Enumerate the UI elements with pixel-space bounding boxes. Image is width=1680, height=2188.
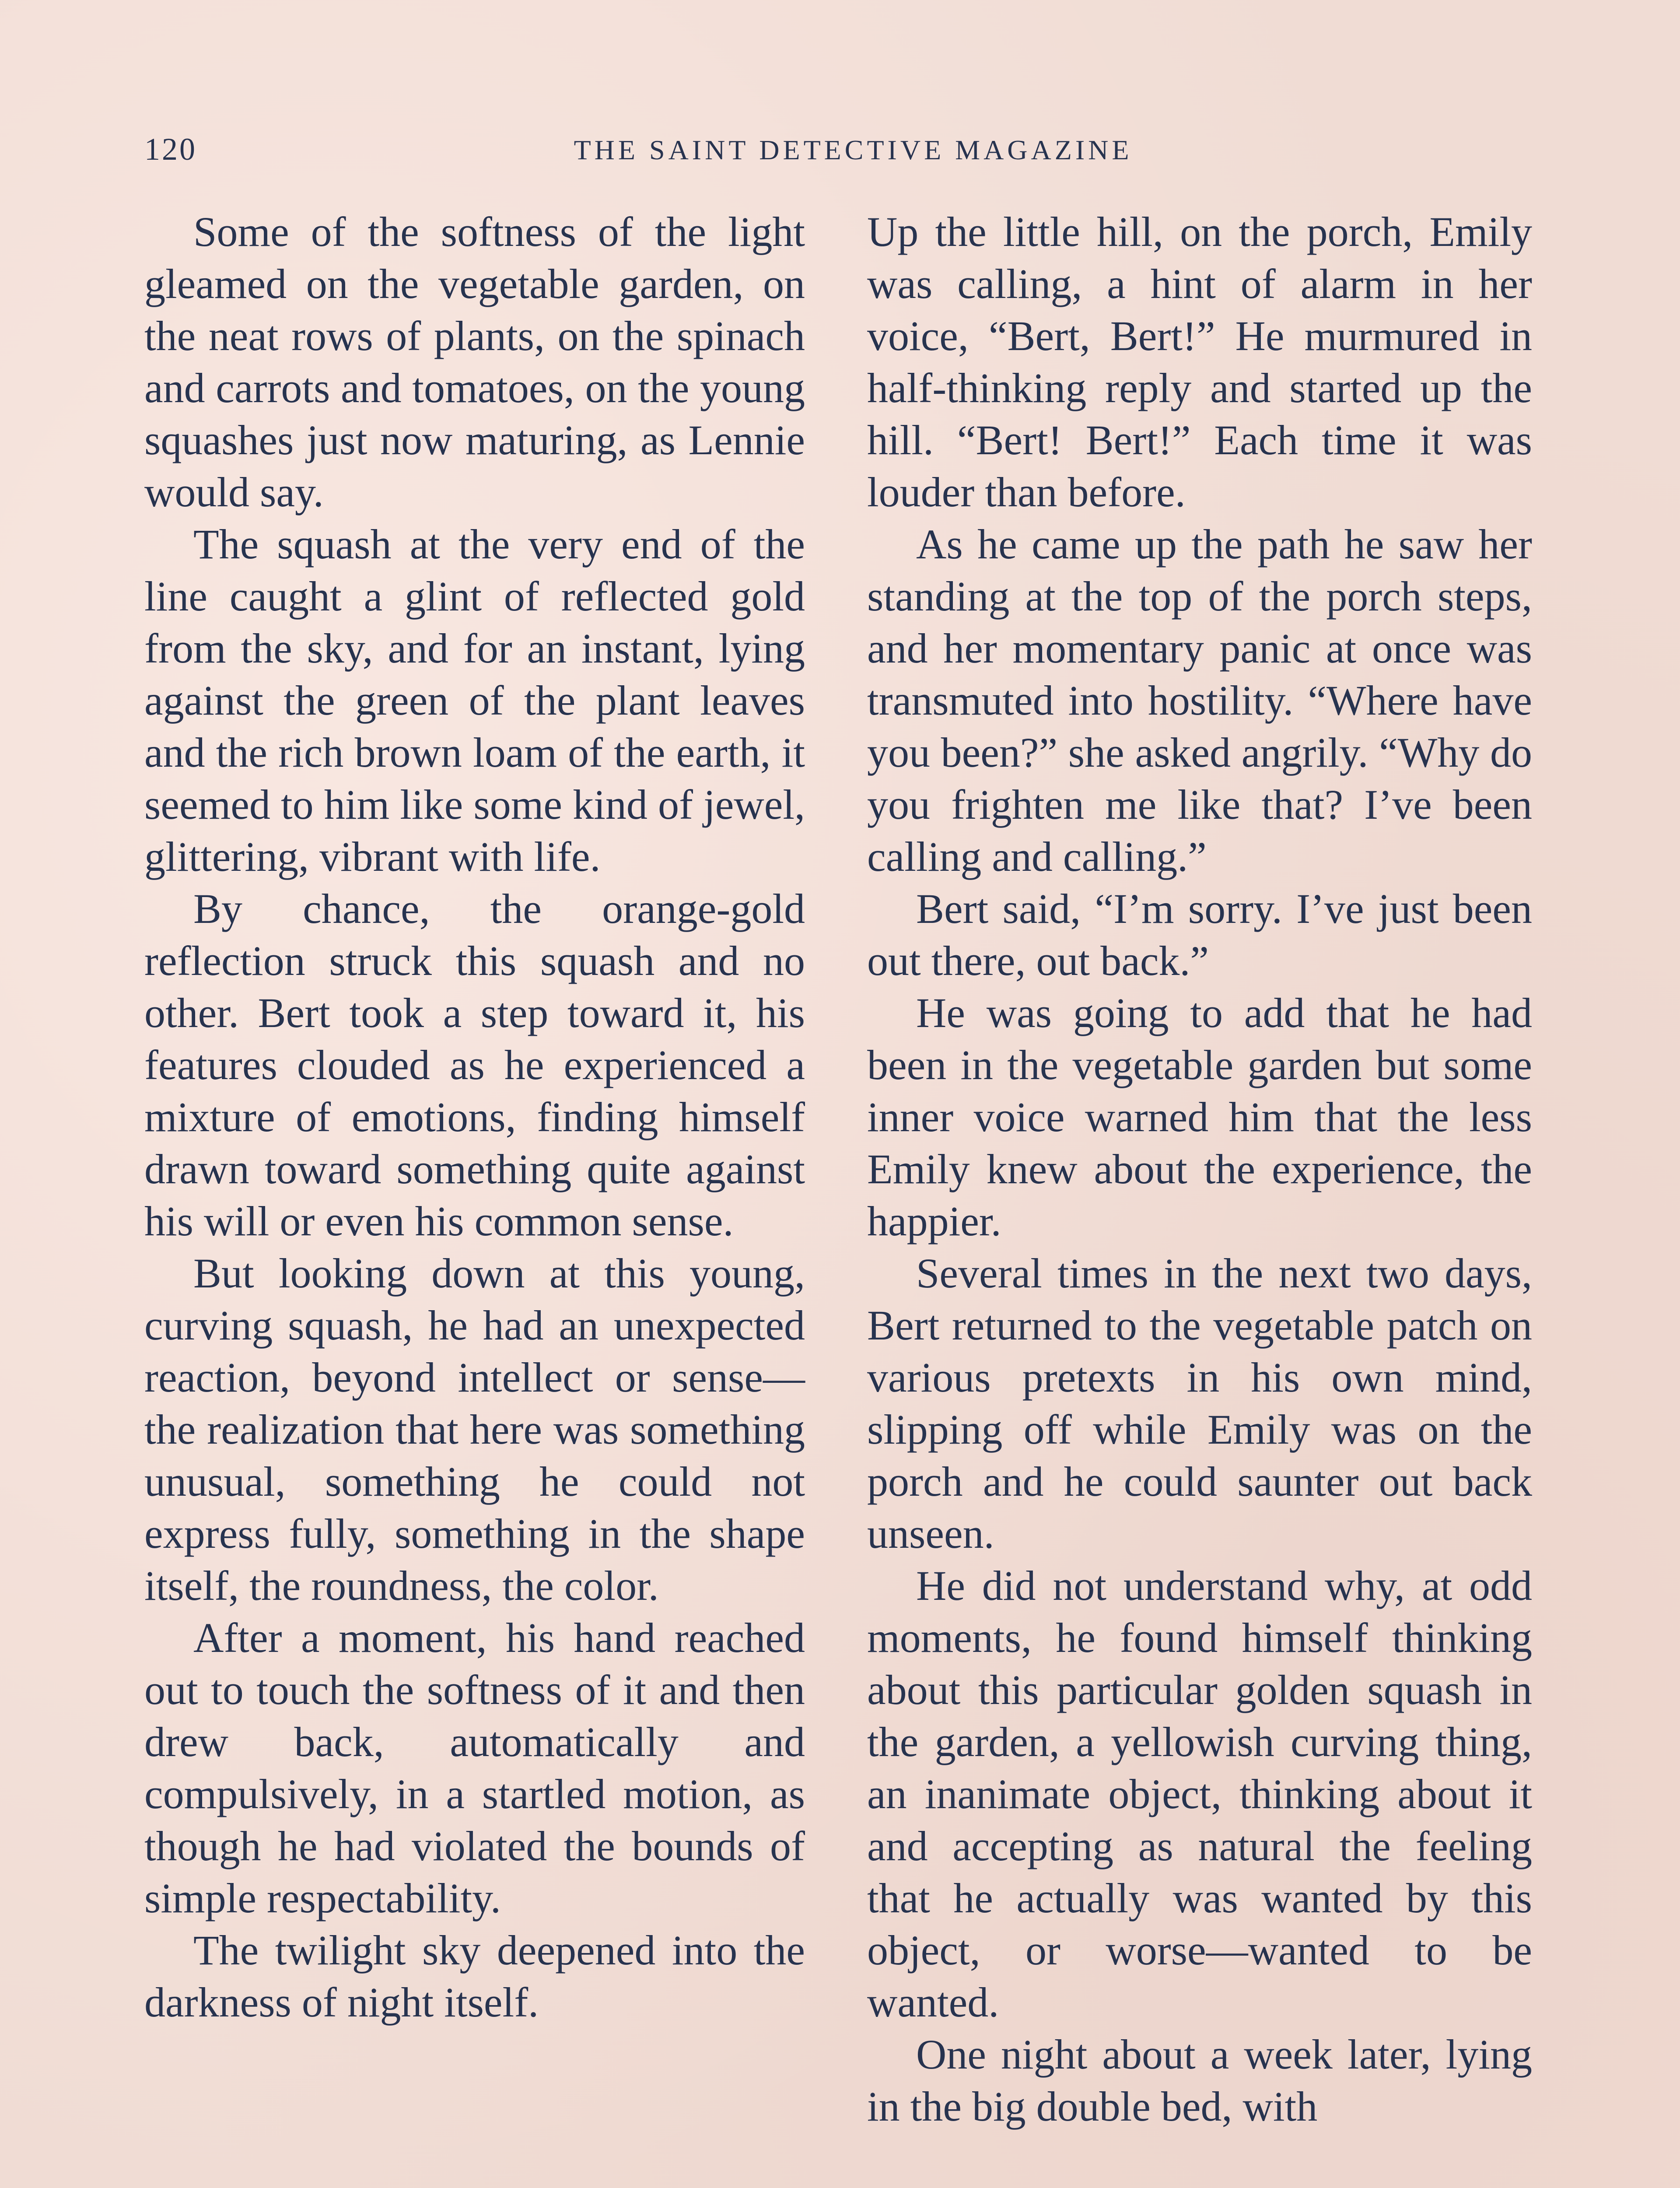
paragraph: Some of the softness of the light gleamed on the vegetable garden, on the neat rows of plants, on the spinach and carrots and tomatoes, on the young squashes just now maturing, as Lennie would say. — [144, 208, 805, 515]
page-number: 120 — [144, 132, 197, 167]
paragraph: The squash at the very end of the line caught a glint of reflected gold from the sky, and for an instant, lying against the green of the plant leaves and the rich brown loam of the earth, it seemed to him like some kind of jewel, glittering, vibrant with life. — [144, 521, 805, 880]
paragraph: He was going to add that he had been in the vegetable garden but some inner voice warned him that the less Emily knew about the experience, the happier. — [867, 989, 1532, 1245]
running-title: THE SAINT DETECTIVE MAGAZINE — [574, 134, 1133, 165]
right-column — [867, 206, 1532, 2132]
paragraph: After a moment, his hand reached out to touch the softness of it and then drew back, automatically and compulsively, in a startled motion, as though he had violated the bounds of simple respectability. — [144, 1614, 805, 1922]
paragraph: As he came up the path he saw her standing at the top of the porch steps, and her momentary panic at once was transmuted into hostility. “Where have you been?” she asked angrily. “Why do you frighten me like that? I’ve been calling and calling.” — [867, 521, 1532, 880]
page-header — [144, 131, 1536, 179]
paragraph: Several times in the next two days, Bert returned to the vegetable patch on various pretexts in his own mind, slipping off while Emily was on the porch and he could saunter out back unseen. — [867, 1250, 1532, 1557]
paragraph: By chance, the orange-gold reflection struck this squash and no other. Bert took a step toward it, his features clouded as he experienced a mixture of emotions, finding himself drawn toward something quite against his will or even his common sense. — [144, 885, 805, 1245]
paragraph: One night about a week later, lying in the big double bed, with — [867, 2031, 1532, 2130]
paragraph-continuation: Up the little hill, on the porch, Emily was calling, a hint of alarm in her voice, “Bert, Bert!” He murmured in half-thinking reply and started up the hill. “Bert! Bert!” Each time it was louder than before. — [867, 208, 1532, 515]
left-column — [144, 206, 805, 2028]
paragraph: The twilight sky deepened into the darkness of night itself. — [144, 1927, 805, 2026]
paragraph: He did not understand why, at odd moments, he found himself thinking about this particular golden squash in the garden, a yellowish curving thing, an inanimate object, thinking about it and accepting as natural the feeling that he actually was wanted by this object, or worse—wanted to be wanted. — [867, 1562, 1532, 2026]
paragraph: Bert said, “I’m sorry. I’ve just been out there, out back.” — [867, 885, 1532, 984]
paragraph: But looking down at this young, curving squash, he had an unexpected reaction, beyond intellect or sense—the realization that here was something unusual, something he could not express fully, something in the shape itself, the roundness, the color. — [144, 1250, 805, 1609]
